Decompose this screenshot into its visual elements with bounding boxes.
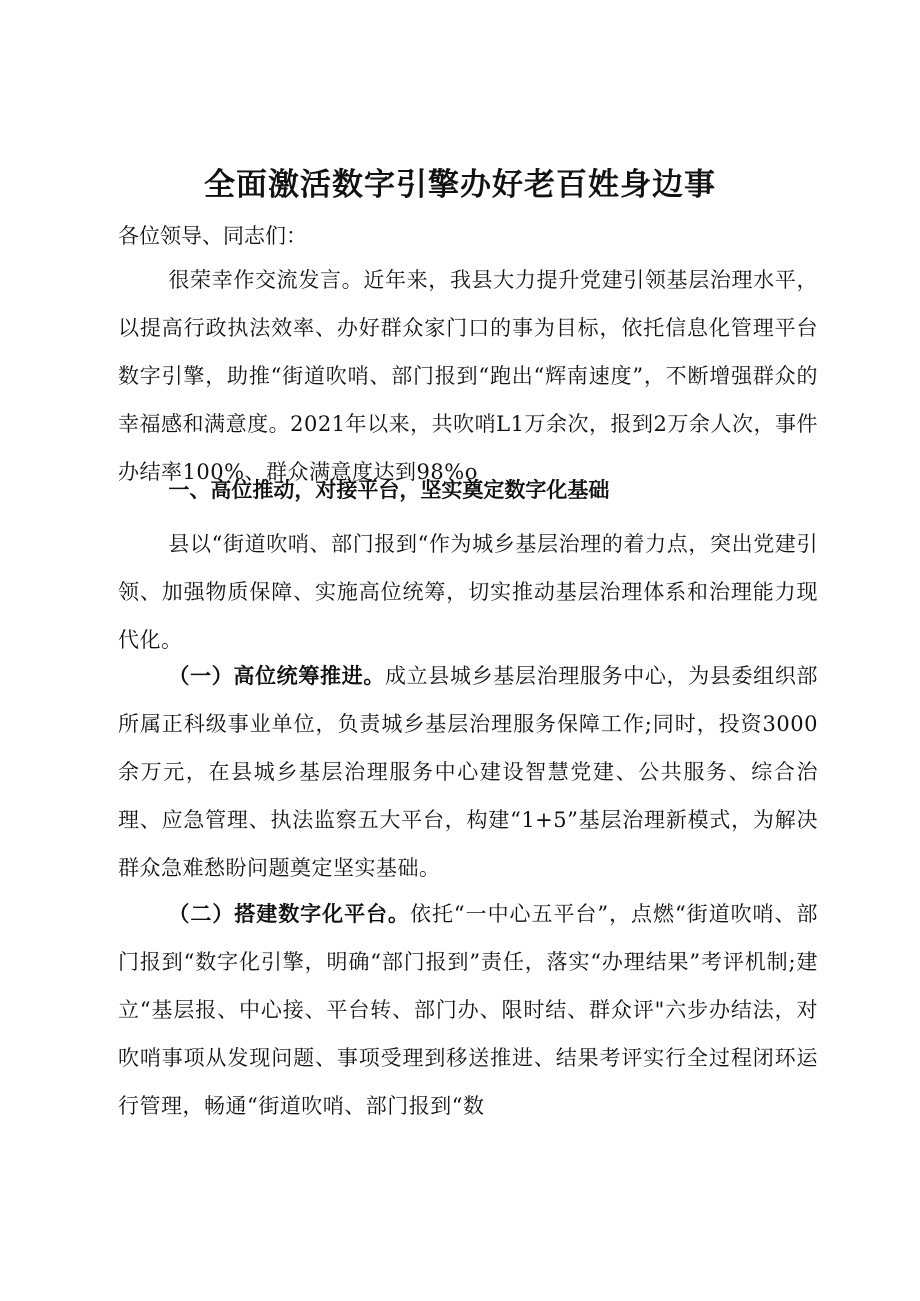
document-title: 全面激活数字引擎办好老百姓身边事 bbox=[204, 167, 716, 203]
subsection-2-body: 依托“一中心五平台”，点燃“街道吹哨、部门报到“数字化引擎，明确“部门报到”责任，落实“办理结果”考评机制;建立“基层报、中心接、平台转、部门办、限时结、群众评"六步办结法，对吹哨事项从发现问题、事项受理到移送推进、结果考评实行全过程闭环运行管理，畅通“街道吹哨、部门报到“数 bbox=[118, 902, 818, 1118]
salutation: 各位领导、同志们： bbox=[118, 224, 307, 248]
section-1-heading: 一、高位推动，对接平台，坚实奠定数字化基础 bbox=[168, 478, 610, 502]
intro-paragraph: 很荣幸作交流发言。近年来，我县大力提升党建引领基层治理水平，以提高行政执法效率、办好群众家门口的事为目标，依托信息化管理平台数字引擎，助推“街道吹哨、部门报到“跑出“辉南速度”，不断增强群众的幸福感和满意度。2021年以来，共吹哨L1万余次，报到2万余人次，事件办结率100%、群众满意度达到98%o bbox=[118, 268, 818, 484]
subsection-2-lead: （二）搭建数字化平台。 bbox=[168, 902, 410, 926]
subsection-1-lead: （一）高位统筹推进。 bbox=[168, 664, 385, 688]
subsection-1-paragraph bbox=[118, 652, 818, 892]
subsection-2-paragraph bbox=[118, 890, 818, 1130]
subsection-1-body: 成立县城乡基层治理服务中心，为县委组织部所属正科级事业单位，负责城乡基层治理服务保障工作;同时，投资3000余万元，在县城乡基层治理服务中心建设智慧党建、公共服务、综合治理、应急管理、执法监察五大平台，构建“1+5”基层治理新模式，为解决群众急难愁盼问题奠定坚实基础。 bbox=[118, 664, 819, 880]
section-1-paragraph: 县以“街道吹哨、部门报到“作为城乡基层治理的着力点，突出党建引领、加强物质保障、实施高位统筹，切实推动基层治理体系和治理能力现代化。 bbox=[118, 532, 818, 652]
